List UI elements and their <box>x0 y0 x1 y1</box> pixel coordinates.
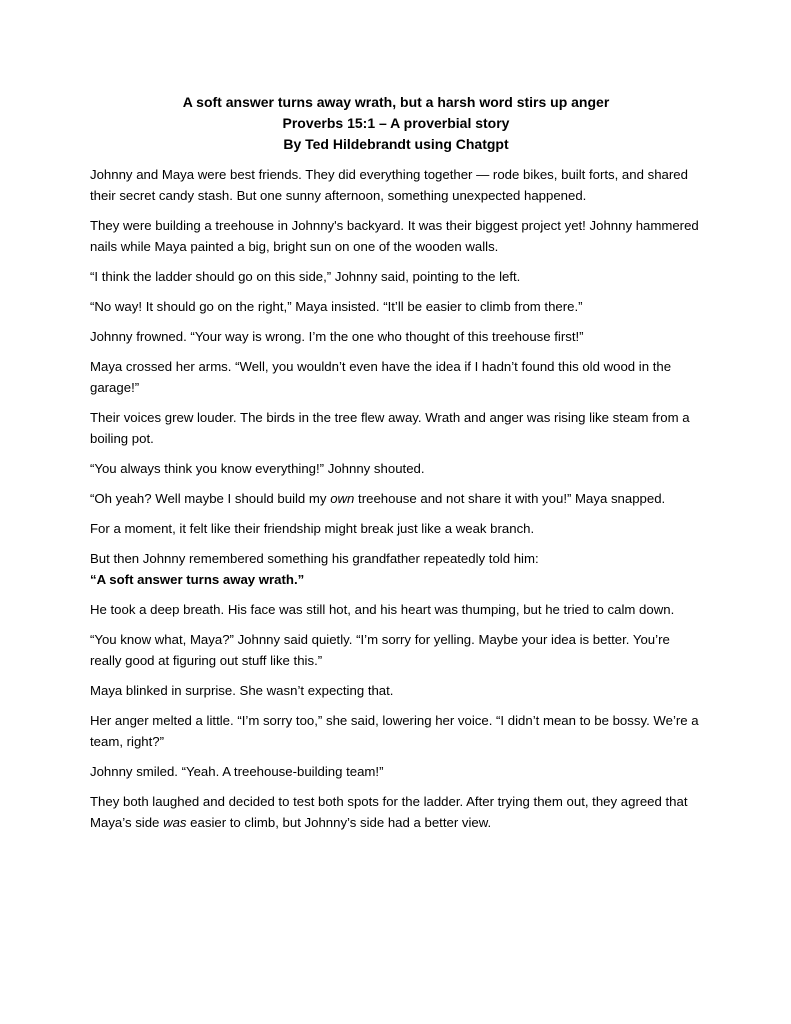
paragraph-16: Johnny smiled. “Yeah. A treehouse-building team!” <box>90 764 384 779</box>
paragraph-4: “No way! It should go on the right,” Maya insisted. “It’ll be easier to climb from there.” <box>90 299 583 314</box>
paragraph-1: Johnny and Maya were best friends. They did everything together — rode bikes, built forts, and shared their secret candy stash. But one sunny afternoon, something unexpected happened. <box>90 167 688 203</box>
paragraph-7: Their voices grew louder. The birds in the tree flew away. Wrath and anger was rising like steam from a boiling pot. <box>90 410 690 446</box>
paragraph-6: Maya crossed her arms. “Well, you wouldn’t even have the idea if I hadn’t found this old wood in the garage!” <box>90 359 672 395</box>
paragraph-17-part-2: easier to climb, but Johnny’s side had a better view. <box>186 815 492 830</box>
proverb-quote: “A soft answer turns away wrath.” <box>90 572 305 587</box>
paragraph-9-emphasis: own <box>330 491 355 506</box>
paragraph-11-text: But then Johnny remembered something his grandfather repeatedly told him: <box>90 551 539 566</box>
paragraph-9 <box>90 488 702 509</box>
paragraph-17 <box>90 791 702 833</box>
paragraph-8: “You always think you know everything!” Johnny shouted. <box>90 461 425 476</box>
title-line-2: Proverbs 15:1 – A proverbial story <box>282 115 510 131</box>
paragraph-11 <box>90 548 702 590</box>
paragraph-13: “You know what, Maya?” Johnny said quietly. “I’m sorry for yelling. Maybe your idea is better. You’re really good at figuring out stuff like this.” <box>90 632 670 668</box>
document-title <box>90 92 702 155</box>
paragraph-3: “I think the ladder should go on this side,” Johnny said, pointing to the left. <box>90 269 521 284</box>
paragraph-9-part-1: “Oh yeah? Well maybe I should build my <box>90 491 331 506</box>
paragraph-14: Maya blinked in surprise. She wasn’t expecting that. <box>90 683 394 698</box>
paragraph-9-part-2: treehouse and not share it with you!” Maya snapped. <box>354 491 666 506</box>
paragraph-12: He took a deep breath. His face was still hot, and his heart was thumping, but he tried to calm down. <box>90 602 675 617</box>
title-line-3: By Ted Hildebrandt using Chatgpt <box>283 136 509 152</box>
document-page <box>90 92 702 842</box>
paragraph-5: Johnny frowned. “Your way is wrong. I’m the one who thought of this treehouse first!” <box>90 329 584 344</box>
paragraph-15: Her anger melted a little. “I’m sorry too,” she said, lowering her voice. “I didn’t mean to be bossy. We’re a team, right?” <box>90 713 699 749</box>
paragraph-10: For a moment, it felt like their friendship might break just like a weak branch. <box>90 521 535 536</box>
title-line-1: A soft answer turns away wrath, but a harsh word stirs up anger <box>182 94 610 110</box>
paragraph-17-part-1: They both laughed and decided to test both spots for the ladder. After trying them out, they agreed that Maya’s side <box>90 794 688 830</box>
paragraph-17-emphasis: was <box>163 815 187 830</box>
paragraph-2: They were building a treehouse in Johnny's backyard. It was their biggest project yet! Johnny hammered nails while Maya painted a big, bright sun on one of the wooden walls. <box>90 218 699 254</box>
